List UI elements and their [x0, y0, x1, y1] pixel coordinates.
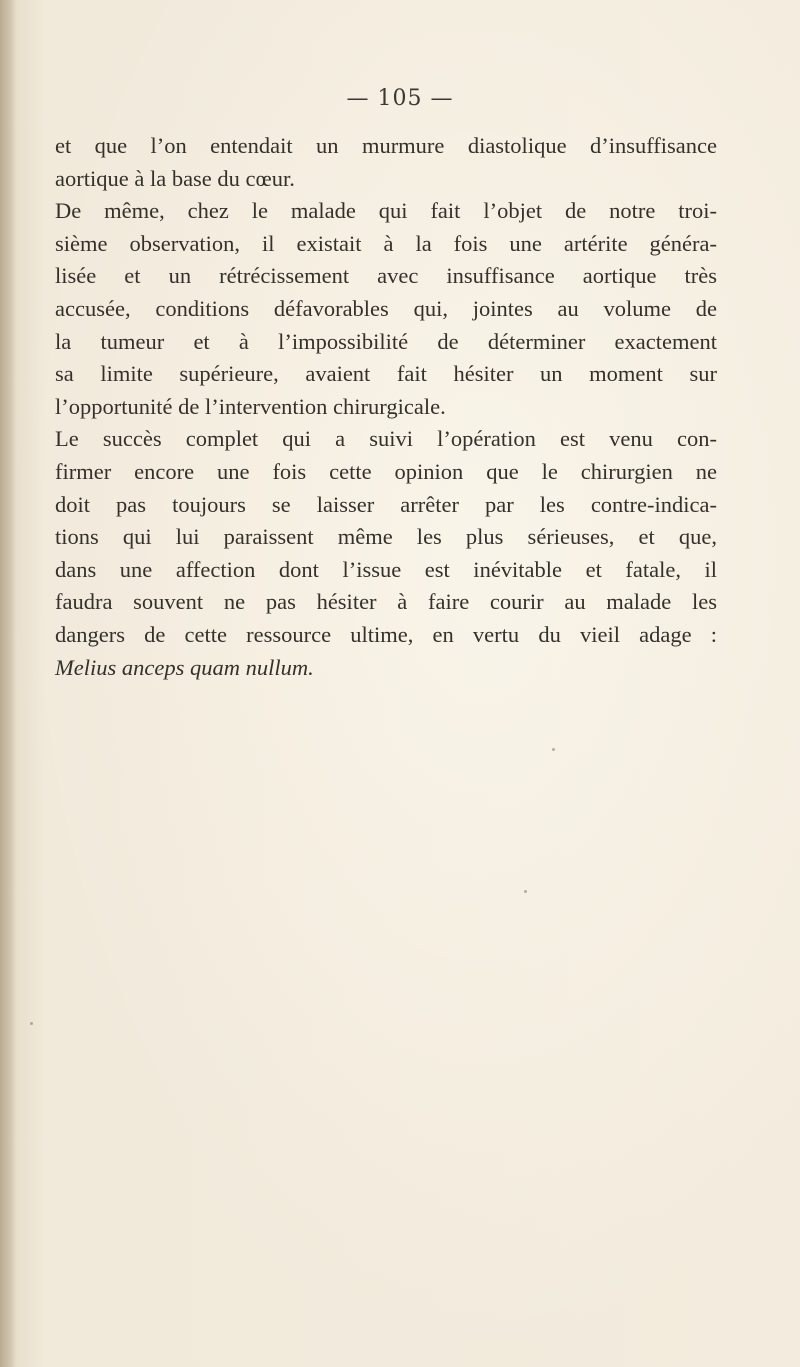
text-line: sième observation, il existait à la fois une artérite généra-: [55, 230, 717, 256]
page-number: — 105 —: [346, 86, 454, 111]
text-line: l’opportunité de l’intervention chirurgicale.: [55, 393, 446, 419]
text-line: De même, chez le malade qui fait l’objet de notre troi-: [55, 198, 717, 224]
text-line: sa limite supérieure, avaient fait hésiter un moment sur: [55, 361, 717, 387]
paper-speck: [552, 748, 555, 751]
text-line: faudra souvent ne pas hésiter à faire courir au malade les: [55, 589, 717, 615]
text-line: tions qui lui paraissent même les plus sérieuses, et que,: [55, 524, 717, 550]
text-line: la tumeur et à l’impossibilité de déterminer exactement: [55, 328, 717, 354]
text-line: accusée, conditions défavorables qui, jointes au volume de: [55, 295, 717, 321]
text-line: firmer encore une fois cette opinion que le chirurgien ne: [55, 458, 717, 484]
text-line: et que l’on entendait un murmure diastolique d’insuffisance: [55, 133, 717, 158]
latin-adage: Melius anceps quam nullum.: [55, 654, 314, 680]
text-line: dangers de cette ressource ultime, en vertu du vieil adage :: [55, 621, 717, 647]
text-line: aortique à la base du cœur.: [55, 165, 295, 191]
text-line: Le succès complet qui a suivi l’opération est venu con-: [55, 426, 717, 452]
paper-speck: [524, 890, 527, 893]
text-line: lisée et un rétrécissement avec insuffisance aortique très: [55, 263, 717, 289]
body-text: [55, 130, 717, 684]
text-line: doit pas toujours se laisser arrêter par les contre-indica-: [55, 491, 717, 517]
binding-edge: [0, 0, 16, 1367]
paper-speck: [30, 1022, 33, 1025]
text-line: dans une affection dont l’issue est inévitable et fatale, il: [55, 556, 717, 582]
